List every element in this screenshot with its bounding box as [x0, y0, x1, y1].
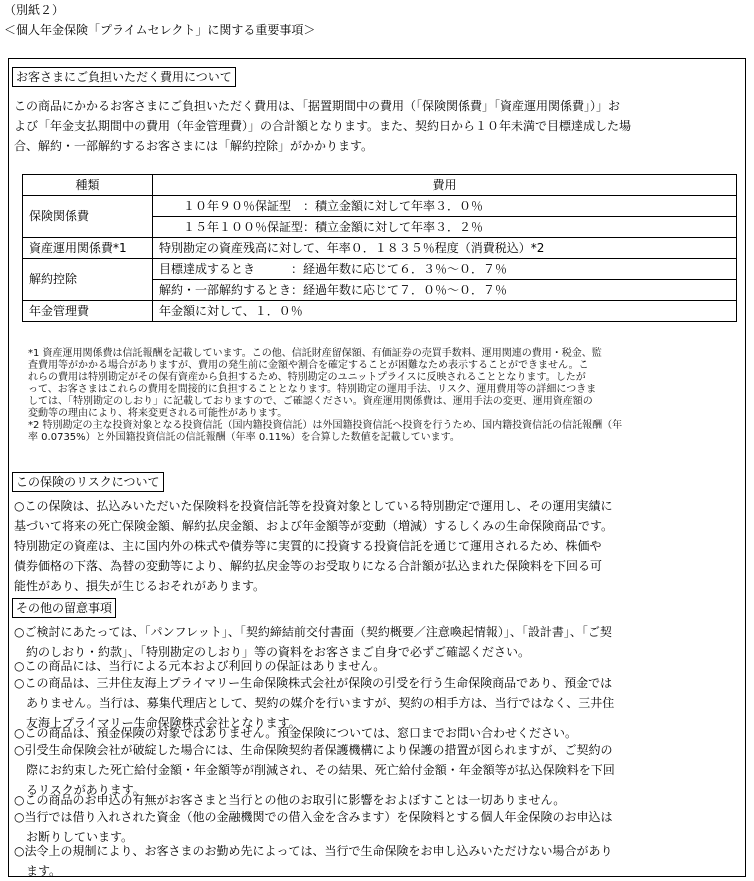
risk-paragraph	[14, 496, 742, 596]
list-item-line: ○この商品には、当行による元本および利回りの保証はありません。	[14, 659, 386, 673]
attachment-label: （別紙２）	[4, 3, 65, 17]
risk-line: 基づいて将来の死亡保険金額、解約払戻金額、および年金額等が変動（増減）するしくみの生命保険商品です。	[14, 519, 614, 533]
list-item-line: ○ご検討にあたっては、「パンフレット」、「契約締結前交付書面（契約概要／注意喚起情報）」、「設計書」、「ご契	[14, 625, 612, 639]
surrender-target: 目標達成するとき ：経過年数に応じて６．３％～０．７％	[153, 259, 737, 280]
fees-intro-line: この商品にかかるお客さまにご負担いただく費用は、「据置期間中の費用（「保険関係費」「資産運用関係費」）」お	[14, 99, 621, 113]
document-title: ＜個人年金保険「プライムセレクト」に関する重要事項＞	[4, 23, 316, 37]
list-item-line: ○この商品は、三井住友海上プライマリー生命保険株式会社が保険の引受を行う生命保険商品であり、預金では	[14, 676, 613, 690]
list-item-line: ○当行では借り入れされた資金（他の金融機関での借入金を含みます）を保険料とする個人年金保険のお申込は	[14, 810, 613, 824]
footnote-1	[28, 348, 602, 420]
footnote-2	[28, 420, 622, 444]
fees-intro-line: よび「年金支払期間中の費用（年金管理費）」の合計額となります。また、契約日から１０年未満で目標達成した場	[14, 119, 632, 133]
header-type: 種類	[23, 175, 153, 196]
footnote-line: 率 0.0735%）と外国籍投資信託の信託報酬（年率 0.11%）を合算した数値を記載しています。	[28, 432, 460, 443]
list-item-line: お断りしています。	[14, 830, 134, 844]
footnote-line: 変動等の理由により、将来変更される可能性があります。	[28, 408, 288, 419]
list-item-line: ○引受生命保険会社が破綻した場合には、生命保険契約者保護機構により保護の措置が図られますが、ご契約の	[14, 743, 613, 757]
annuity-fee-label: 年金管理費	[23, 301, 153, 322]
footnote-line: 査費用等がかかる場合がありますが、費用の発生前に金額や割合を確定することが困難なため表示することができません。こ	[28, 360, 589, 371]
risk-section-heading: この保険のリスクについて	[12, 472, 164, 492]
asset-fee-value: 特別勘定の資産残高に対して、年率０．１８３５％程度（消費税込）*2	[153, 238, 737, 259]
footnote-line: *1 資産運用関係費は信託報酬を記載しています。この他、信託財産留保額、有価証券の売買手数料、運用関連の費用・税金、監	[28, 348, 602, 359]
fees-intro	[14, 96, 742, 156]
insurance-fee-100: １５年１００％保証型：積立金額に対して年率３．２％	[153, 217, 737, 238]
header-cost: 費用	[153, 175, 737, 196]
risk-line: ○この保険は、払込みいただいた保険料を投資信託等を投資対象としている特別勘定で運用し、その運用実績に	[14, 499, 613, 513]
fees-table	[22, 174, 737, 322]
fees-section-heading: お客さまにご負担いただく費用について	[12, 67, 236, 87]
risk-line: 特別勘定の資産は、主に国内外の株式や債券等に実質的に投資する投資信託を通じて運用されるため、株価や	[14, 539, 602, 553]
surrender-label: 解約控除	[23, 259, 153, 301]
list-item-line: ○法令上の規制により、お客さまのお勤め先によっては、当行で生命保険をお申し込みいただけない場合があり	[14, 844, 613, 858]
table-row	[23, 196, 737, 217]
fees-intro-line: 合、解約・一部解約するお客さまには「解約控除」がかかります。	[14, 139, 374, 153]
list-item-line: ありません。当行は、募集代理店として、契約の媒介を行いますが、契約の相手方は、当行ではなく、三井住	[14, 696, 615, 710]
list-item-line: ○この商品のお申込の有無がお客さまと当行との他のお取引に影響をおよぼすことは一切ありません。	[14, 793, 566, 807]
table-row	[23, 259, 737, 280]
footnote-line: しては、「特別勘定のしおり」に記載しておりますので、ご確認ください。資産運用関係費は、運用手法の変更、運用資産額の	[28, 396, 593, 407]
list-item-line: 友海上プライマリー生命保険株式会社となります。	[14, 716, 301, 730]
other-section-heading: その他の留意事項	[12, 598, 116, 618]
annuity-fee-value: 年金額に対して、１．０％	[153, 301, 737, 322]
insurance-fee-90: １０年９０％保証型 ：積立金額に対して年率３．０％	[153, 196, 737, 217]
risk-line: 債券価格の下落、為替の変動等により、解約払戻金等のお受取りになる合計額が払込まれた保険料を下回る可	[14, 559, 603, 573]
table-row	[23, 301, 737, 322]
footnote-line: れらの費用は特別勘定がその保有資産から負担するため、特別勘定のユニットプライスに反映されることとなります。したが	[28, 372, 586, 383]
surrender-partial: 解約・一部解約するとき：経過年数に応じて７．０％～０．７％	[153, 280, 737, 301]
footnote-line: って、お客さまはこれらの費用を間接的に負担することとなります。特別勘定の運用手法、リスク、運用費用等の詳細につきま	[28, 384, 597, 395]
footnote-line: *2 特別勘定の主な投資対象となる投資信託（国内籍投資信託）は外国籍投資信託へ投資を行うため、国内籍投資信託の信託報酬（年	[28, 420, 623, 431]
list-item-line: ○この商品は、預金保険の対象ではありません。預金保険については、窓口までお問い合わせください。	[14, 726, 577, 740]
list-item-line: 際にお約束した死亡給付金額・年金額等が削減され、その結果、死亡給付金額・年金額等が払込保険料を下回	[14, 763, 615, 777]
risk-line: 能性があり、損失が生じるおそれがあります。	[14, 579, 266, 593]
table-row	[23, 238, 737, 259]
list-item-line: 約のしおり・約款」、「特別勘定のしおり」等の資料をお客さまご自身で必ずご確認ください。	[14, 645, 531, 659]
list-item-line: ます。	[14, 864, 62, 878]
list-item-line: るリスクがあります。	[14, 783, 145, 797]
table-header-row	[23, 175, 737, 196]
list-item	[14, 841, 742, 881]
asset-fee-label: 資産運用関係費*1	[23, 238, 153, 259]
insurance-fee-label: 保険関係費	[23, 196, 153, 238]
